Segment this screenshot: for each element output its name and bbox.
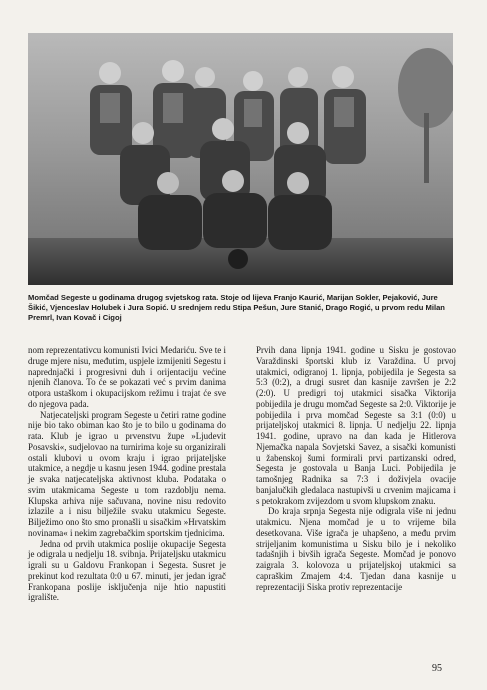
paragraph: Natjecateljski program Segeste u četiri ratne godine nije bio tako obiman kao što je to bilo u godinama do rata. Klub je igrao u prvenstvu župe »Ljudevit Posavski«, sudjelovao na turnirima koje su organizirali ostali klubovi u ovom kraju i igrao prijateljske utakmice, a negdje u kasnu jesen 1944. godine prestala je svaka natjecateljska aktivnost kluba. Podataka o svim utakmicama Segeste u tom razdoblju nema. Klupska arhiva nije sačuvana, novine nisu redovito izlazile a i nisu bilježile svaku utakmicu Segeste. Bilježimo ono što smo pronašli u sisačkim »Hrvatskim novinama« i nekim zagrebačkim sportskim tjednicima. <box>28 409 226 538</box>
photo-caption: Momčad Segeste u godinama drugog svjetskog rata. Stoje od lijeva Franjo Kaurić, Marijan Sokler, Pejaković, Jure Šikić, Vjenceslav Holubek i Jura Sopić. U srednjem redu Stipa Pešun, Jure Stanić, Drago Rogić, u prvom redu Milan Premrl, Ivan Kovač i Cigoj <box>28 293 445 323</box>
paragraph: Jedna od prvih utakmica poslije okupacije Segesta je odigrala u nedjelju 18. svibnja. Prijateljsku utakmicu igrali su u Galdovu Frankopan i Segesta. Susret je prekinut kod rezultata 0:0 u 67. minuti, jer jedan igrač Frankopana poslije isključenja nije htio napustiti igralište. <box>28 538 226 603</box>
paragraph: nom reprezentativcu komunisti Ivici Medariću. Sve te i druge mjere nisu, međutim, uspjele izmijeniti Segestu i naprednjački i progresivni duh i orijentaciju većine njenih članova. To će se pokazati već s prvim danima otpora ustaškom i okupacijskom režimu i trajat će sve do njegova pada. <box>28 345 226 409</box>
team-group-photo-icon <box>28 33 453 285</box>
paragraph: Do kraja srpnja Segesta nije odigrala više ni jednu utakmicu. Njena momčad je u to vrijeme bila desetkovana. Više igrača je uhapšeno, a među prvim strijeljanim komunistima u Sisku bilo je i nekoliko tadašnjih i bivših igrača Segeste. Momčad je ponovo zaigrala 3. kolovoza u prijateljskoj utakmici sa capraškim Zmajem 4:4. Tjedan dana kasnije u reprezentaciji Siska protiv reprezentacije <box>256 506 456 592</box>
page-number: 95 <box>432 663 442 674</box>
right-text-column <box>256 345 456 592</box>
team-photo <box>28 33 453 285</box>
left-text-column <box>28 345 226 603</box>
paragraph: Prvih dana lipnja 1941. godine u Sisku je gostovao Varaždinski športski klub iz Varaždina. U prvoj utakmici, odigranoj 1. lipnja, pobijedila je Segesta sa 5:3 (0:2), a drugi susret dan kasnije završen je 2:2 (2:0). U predigri toj utakmici sisačka Viktorija pobijedila je drugu momčad Segeste sa 2:0. Viktorije je pobijedila i prva momčad Segeste sa 3:1 (0:0) u prijateljskoj utakmici 8. lipnja. U nedjelju 22. lipnja 1941. godine, upravo na dan kada je Hitlerova Njemačka napala Sovjetski Savez, a sisački komunisti u žabenskoj šumi formirali prvi partizanski odred, Segesta je gostovala u Banja Luci. Pobijedila je tamošnjeg Radnika sa 7:3 i doživjela ovacije banjalučkih gledalaca nastupivši u crvenim majicama i s petokrakom zvijezdom u svom klupskom znaku. <box>256 345 456 506</box>
